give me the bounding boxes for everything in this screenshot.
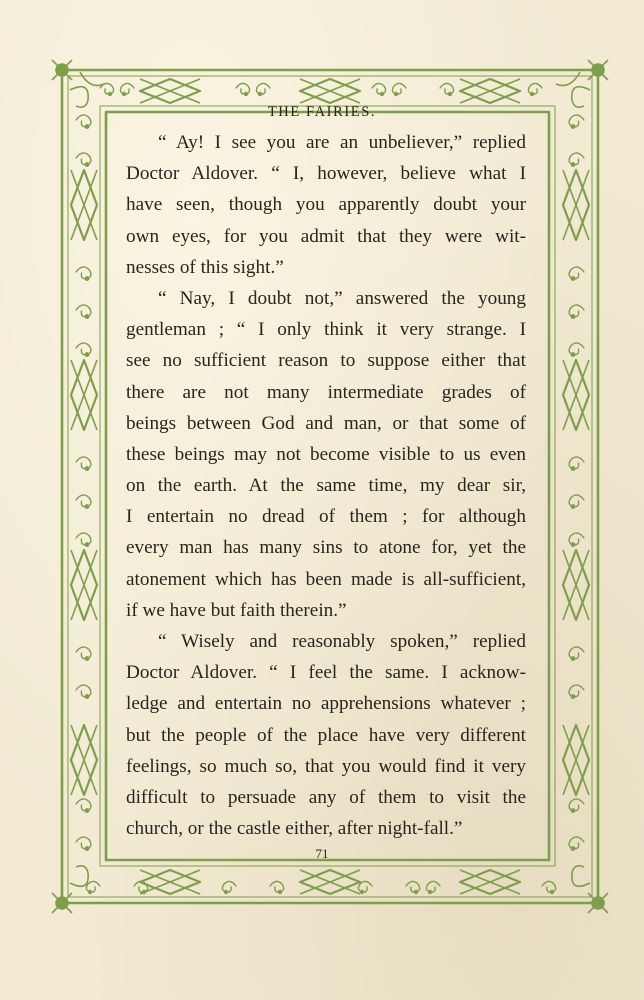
body-text xyxy=(126,127,526,844)
paragraph xyxy=(126,626,526,844)
text-line: atonement which has been made is all-sufficient, xyxy=(126,568,526,590)
page-number: 71 xyxy=(315,846,329,861)
text-line: nesses of this sight.” xyxy=(126,256,284,278)
corner-ornament-top-right xyxy=(556,60,608,107)
text-line: but the people of the place have very different xyxy=(126,724,526,746)
paragraph xyxy=(126,283,526,626)
text-line: Doctor Aldover. “ I feel the same. I acknow- xyxy=(126,662,526,684)
text-line: I entertain no dread of them ; for although xyxy=(126,506,526,528)
text-line: beings between God and man, or that some of xyxy=(126,412,526,434)
running-head: THE FAIRIES. xyxy=(267,104,377,120)
text-line: church, or the castle either, after night-fall.” xyxy=(126,818,463,840)
text-line: have seen, though you apparently doubt your xyxy=(126,194,526,216)
text-line: “ Wisely and reasonably spoken,” replied xyxy=(158,631,526,652)
text-line: these beings may not become visible to us even xyxy=(126,443,526,465)
text-line: own eyes, for you admit that they were wit- xyxy=(126,225,526,247)
text-line: ledge and entertain no apprehensions whatever ; xyxy=(126,693,526,715)
paragraph xyxy=(126,127,526,283)
text-line: every man has many sins to atone for, yet the xyxy=(126,537,526,559)
text-line: feelings, so much so, that you would find it very xyxy=(126,755,526,777)
corner-ornament-bottom-left xyxy=(52,866,88,913)
text-line: difficult to persuade any of them to visit the xyxy=(126,786,526,808)
text-line: “ Nay, I doubt not,” answered the young xyxy=(158,287,526,309)
text-line: “ Ay! I see you are an unbeliever,” replied xyxy=(158,132,526,153)
text-line: there are not many intermediate grades of xyxy=(126,381,526,403)
corner-ornament-top-left xyxy=(52,60,104,107)
text-line: if we have but faith therein.” xyxy=(126,599,347,621)
text-line: gentleman ; “ I only think it very strange. I xyxy=(126,319,526,341)
text-line: Doctor Aldover. “ I, however, believe what I xyxy=(126,163,526,185)
corner-ornament-bottom-right xyxy=(572,866,608,913)
text-line: on the earth. At the same time, my dear sir, xyxy=(126,475,526,497)
text-line: see no sufficient reason to suppose either that xyxy=(126,350,526,372)
